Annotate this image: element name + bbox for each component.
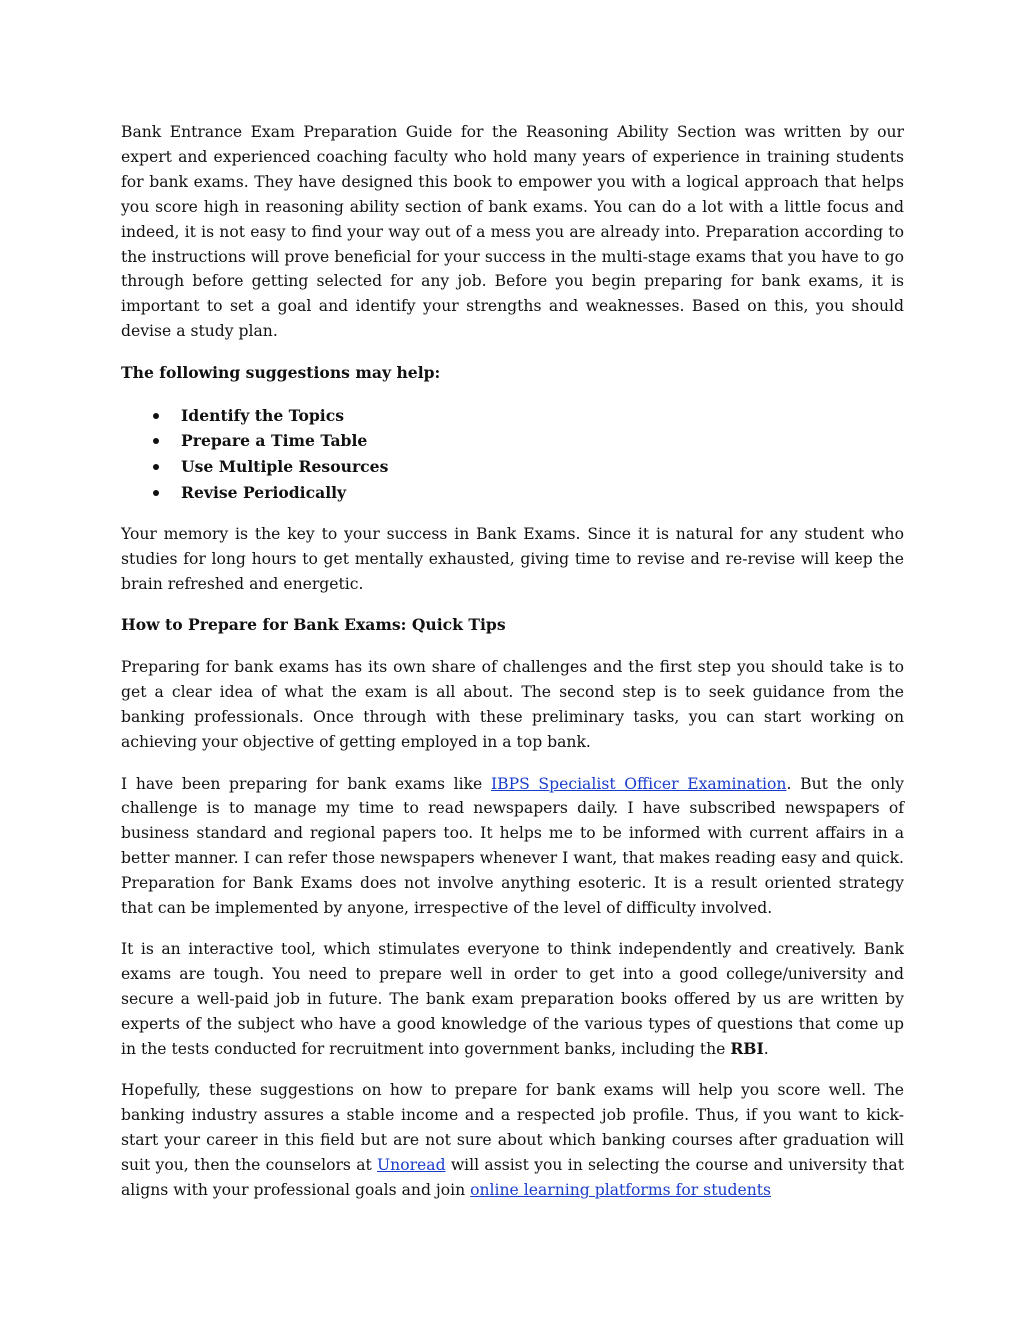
experience-text-end: . But the only challenge is to manage my time to read newspapers daily. I have subscribed newspapers of business standard and regional papers too. It helps me to be informed with current affairs in a better manner. I can refer those newspapers whenever I want, that makes reading easy and quick. Preparation for Bank Exams does not involve anything esoteric. It is a result oriented strategy that can be implemented by anyone, irrespective of the level of difficulty involved. [121,774,904,918]
tips-paragraph: Preparing for bank exams has its own share of challenges and the first step you should take is to get a clear idea of what the exam is all about. The second step is to seek guidance from the banking professionals. Once through with these preliminary tasks, you can start working on achieving your objective of getting employed in a top bank. [121,658,904,752]
rbi-bold-text: RBI [730,1039,764,1059]
list-item [121,403,904,429]
tool-text-end: . [763,1040,769,1059]
tool-paragraph [121,937,904,1062]
unoread-link[interactable]: Unoread [377,1156,446,1175]
online-learning-platforms-link[interactable]: online learning platforms for students [470,1181,772,1200]
closing-paragraph [121,1078,904,1203]
list-item [121,480,904,506]
bullet-icon [153,438,159,444]
list-item-label: Use Multiple Resources [181,457,389,477]
experience-text-start: I have been preparing for bank exams like [121,774,491,793]
intro-paragraph: Bank Entrance Exam Preparation Guide for the Reasoning Ability Section was written by our expert and experienced coaching faculty who hold many years of experience in training students for bank exams. They have designed this book to empower you with a logical approach that helps you score high in reasoning ability section of bank exams. You can do a lot with a little focus and indeed, it is not easy to find your way out of a mess you are already into. Preparation according to the instructions will prove beneficial for your success in the multi-stage exams that you have to go through before getting selected for any job. Before you begin preparing for bank exams, it is important to set a goal and identify your strengths and weaknesses. Based on this, you should devise a study plan. [121,123,904,341]
list-item-label: Revise Periodically [181,482,347,502]
closing-text-middle: will assist you in selecting the course and university that aligns with your professional goals and join [121,1156,904,1200]
list-item [121,428,904,454]
list-item-label: Prepare a Time Table [181,431,368,451]
bullet-icon [153,490,159,496]
ibps-exam-link[interactable]: IBPS Specialist Officer Examination [490,774,787,793]
experience-paragraph [121,772,904,921]
memory-paragraph: Your memory is the key to your success in Bank Exams. Since it is natural for any student who studies for long hours to get mentally exhausted, giving time to revise and re-revise will keep the brain refreshed and energetic. [121,525,904,594]
tips-heading: How to Prepare for Bank Exams: Quick Tips [121,615,506,635]
tool-text: It is an interactive tool, which stimulates everyone to think independently and creatively. Bank exams are tough. You need to prepare well in order to get into a good college/university and secure a well-paid job in future. The bank exam preparation books offered by us are written by experts of the subject who have a good knowledge of the various types of questions that come up in the tests conducted for recruitment into government banks, including the [121,940,904,1059]
closing-text-start: Hopefully, these suggestions on how to prepare for bank exams will help you score well. The banking industry assures a stable income and a respected job profile. Thus, if you want to kick-start your career in this field but are not sure about which banking courses after graduation will suit you, then the counselors at [121,1081,904,1175]
document-page [121,120,904,1220]
list-item [121,454,904,480]
bullet-icon [153,464,159,470]
suggestions-list [121,403,904,506]
list-item-label: Identify the Topics [181,405,344,425]
bullet-icon [153,413,159,419]
suggestions-heading: The following suggestions may help: [121,362,441,382]
